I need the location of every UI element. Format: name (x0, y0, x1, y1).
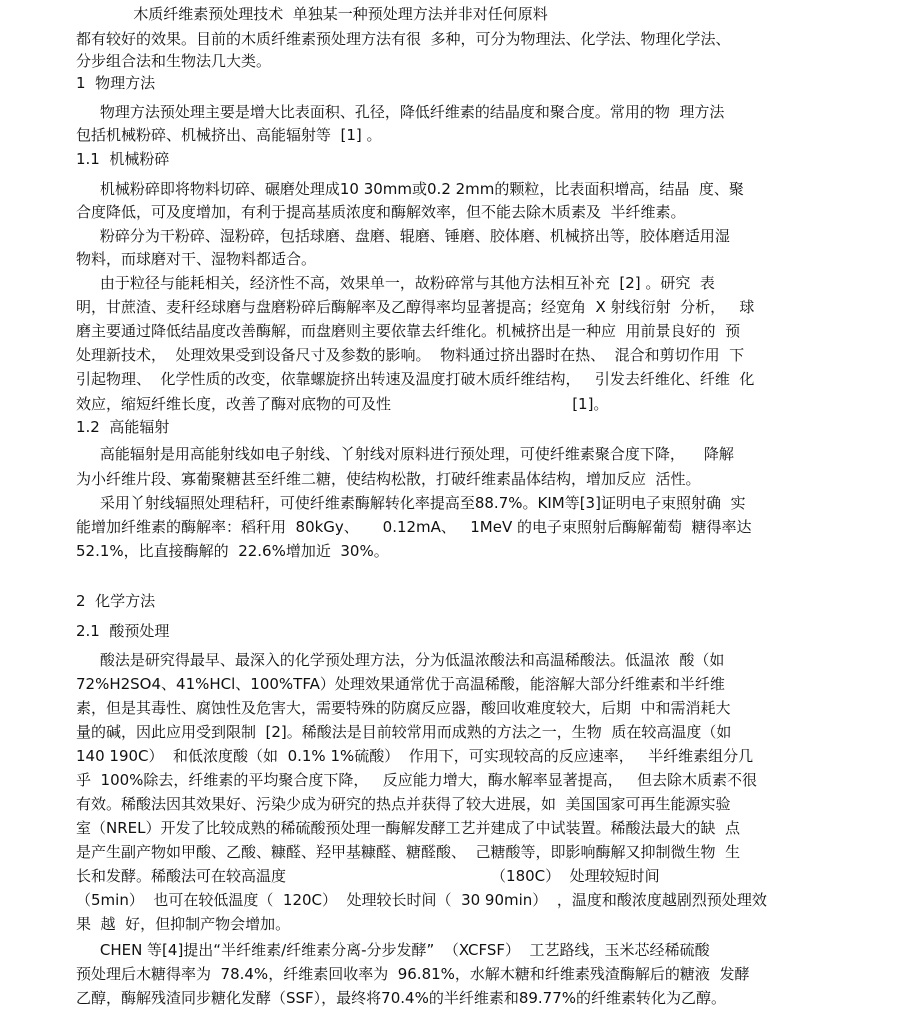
text-line: 140 190C） 和低浓度酸（如 0.1% 1%硫酸） 作用下，可实现较高的反应速率， 半纤维素组分几 (76, 747, 754, 765)
text-line: 处理新技术， 处理效果受到设备尺寸及参数的影响。 物料通过挤出器时在热、 混合和剪切作用 下 (76, 346, 745, 364)
subsection-heading: 1.1 机械粉碎 (76, 150, 170, 168)
section-heading: 2 化学方法 (76, 592, 156, 610)
text-line: 预处理后木糖得率为 78.4%，纤维素回收率为 96.81%，水解木糖和纤维素残渣酶解后的糖液 发酵 (76, 965, 750, 983)
text-line: 采用丫射线辐照处理秸秆，可使纤维素酶解转化率提高至88.7%。KIM等[3]证明电子束照射确 实 (76, 494, 746, 512)
text-line: CHEN 等[4]提出“半纤维素/纤维素分离-分步发酵” （XCFSF） 工艺路线，玉米芯经稀硫酸 (76, 941, 710, 959)
text-line: 高能辐射是用高能射线如电子射线、丫射线对原料进行预处理，可使纤维素聚合度下降， 降解 (76, 445, 734, 463)
text-line: 木质纤维素预处理技术 单独某一种预处理方法并非对任何原料 (76, 5, 548, 23)
text-line: 有效。稀酸法因其效果好、污染少成为研究的热点并获得了较大进展，如 美国国家可再生能源实验 (76, 795, 731, 813)
text-line: 素，但是其毒性、腐蚀性及危害大，需要特殊的防腐反应器，酸回收难度较大，后期 中和需消耗大 (76, 699, 731, 717)
text-line: 物料，而球磨对干、湿物料都适合。 (76, 250, 317, 268)
text-line: 机械粉碎即将物料切碎、碾磨处理成10 30mm或0.2 2mm的颗粒，比表面积增高，结晶 度、聚 (76, 180, 744, 198)
text-line: 物理方法预处理主要是增大比表面积、孔径，降低纤维素的结晶度和聚合度。常用的物 理方法 (76, 103, 725, 121)
text-line: 长和发酵。稀酸法可在较高温度 （180C） 处理较短时间 (76, 867, 660, 885)
text-line: 包括机械粉碎、机械挤出、高能辐射等 [1] 。 (76, 126, 382, 144)
text-line: 量的碱，因此应用受到限制 [2]。稀酸法是目前较常用而成熟的方法之一，生物 质在较高温度（如 (76, 723, 732, 741)
text-line: 都有较好的效果。目前的木质纤维素预处理方法有很 多种，可分为物理法、化学法、物理化学法、 (76, 30, 731, 48)
text-line: 引起物理、 化学性质的改变，依靠螺旋挤出转速及温度打破木质纤维结构， 引发去纤维化、纤维 化 (76, 370, 755, 388)
text-line: 酸法是研究得最早、最深入的化学预处理方法，分为低温浓酸法和高温稀酸法。低温浓 酸（如 (76, 651, 725, 669)
text-line: 52.1%，比直接酶解的 22.6%增加近 30%。 (76, 542, 389, 560)
text-line: 由于粒径与能耗相关，经济性不高，效果单一，故粉碎常与其他方法相互补充 [2] 。研究 表 (76, 274, 715, 292)
text-line: 为小纤维片段、寡葡聚糖甚至纤维二糖，使结构松散，打破纤维素晶体结构，增加反应 活性。 (76, 470, 701, 488)
section-heading: 1 物理方法 (76, 74, 156, 92)
text-line: 室（NREL）开发了比较成熟的稀硫酸预处理一酶解发酵工艺并建成了中试装置。稀酸法最大的缺 点 (76, 819, 741, 837)
text-line: 是产生副产物如甲酸、乙酸、糠醛、羟甲基糠醛、糖醛酸、 己糖酸等，即影响酶解又抑制微生物 生 (76, 843, 741, 861)
text-line: （5min） 也可在较低温度（ 120C） 处理较长时间（ 30 90min） ，温度和酸浓度越剧烈预处理效 (76, 891, 767, 909)
text-line: 磨主要通过降低结晶度改善酶解，而盘磨则主要依靠去纤维化。机械挤出是一种应 用前景良好的 预 (76, 322, 741, 340)
text-line: 乎 100%除去，纤维素的平均聚合度下降， 反应能力增大，酶水解率显著提高， 但去除木质素不很 (76, 771, 758, 789)
text-line: 分步组合法和生物法几大类。 (76, 52, 272, 70)
text-line: 效应，缩短纤维长度，改善了酶对底物的可及性 [1]。 (76, 395, 609, 413)
subsection-heading: 1.2 高能辐射 (76, 418, 170, 436)
text-line: 粉碎分为干粉碎、湿粉碎，包括球磨、盘磨、辊磨、锤磨、胶体磨、机械挤出等，胶体磨适用湿 (76, 227, 730, 245)
text-line: 合度降低，可及度增加，有利于提高基质浓度和酶解效率，但不能去除木质素及 半纤维素。 (76, 203, 686, 221)
text-line: 72%H2SO4、41%HCl、100%TFA）处理效果通常优于高温稀酸，能溶解大部分纤维素和半纤维 (76, 675, 725, 693)
text-line: 果 越 好，但抑制产物会增加。 (76, 915, 291, 933)
subsection-heading: 2.1 酸预处理 (76, 622, 170, 640)
text-line: 明，甘蔗渣、麦秆经球磨与盘磨粉碎后酶解率及乙醇得率均显著提高；经宽角 X 射线衍射 分析， 球 (76, 298, 755, 316)
text-line: 乙醇，酶解残渣同步糖化发酵（SSF），最终将70.4%的半纤维素和89.77%的纤维素转化为乙醇。 (76, 989, 727, 1007)
text-line: 能增加纤维素的酶解率：稻秆用 80kGy、 0.12mA、 1MeV 的电子束照射后酶解葡萄 糖得率达 (76, 518, 752, 536)
